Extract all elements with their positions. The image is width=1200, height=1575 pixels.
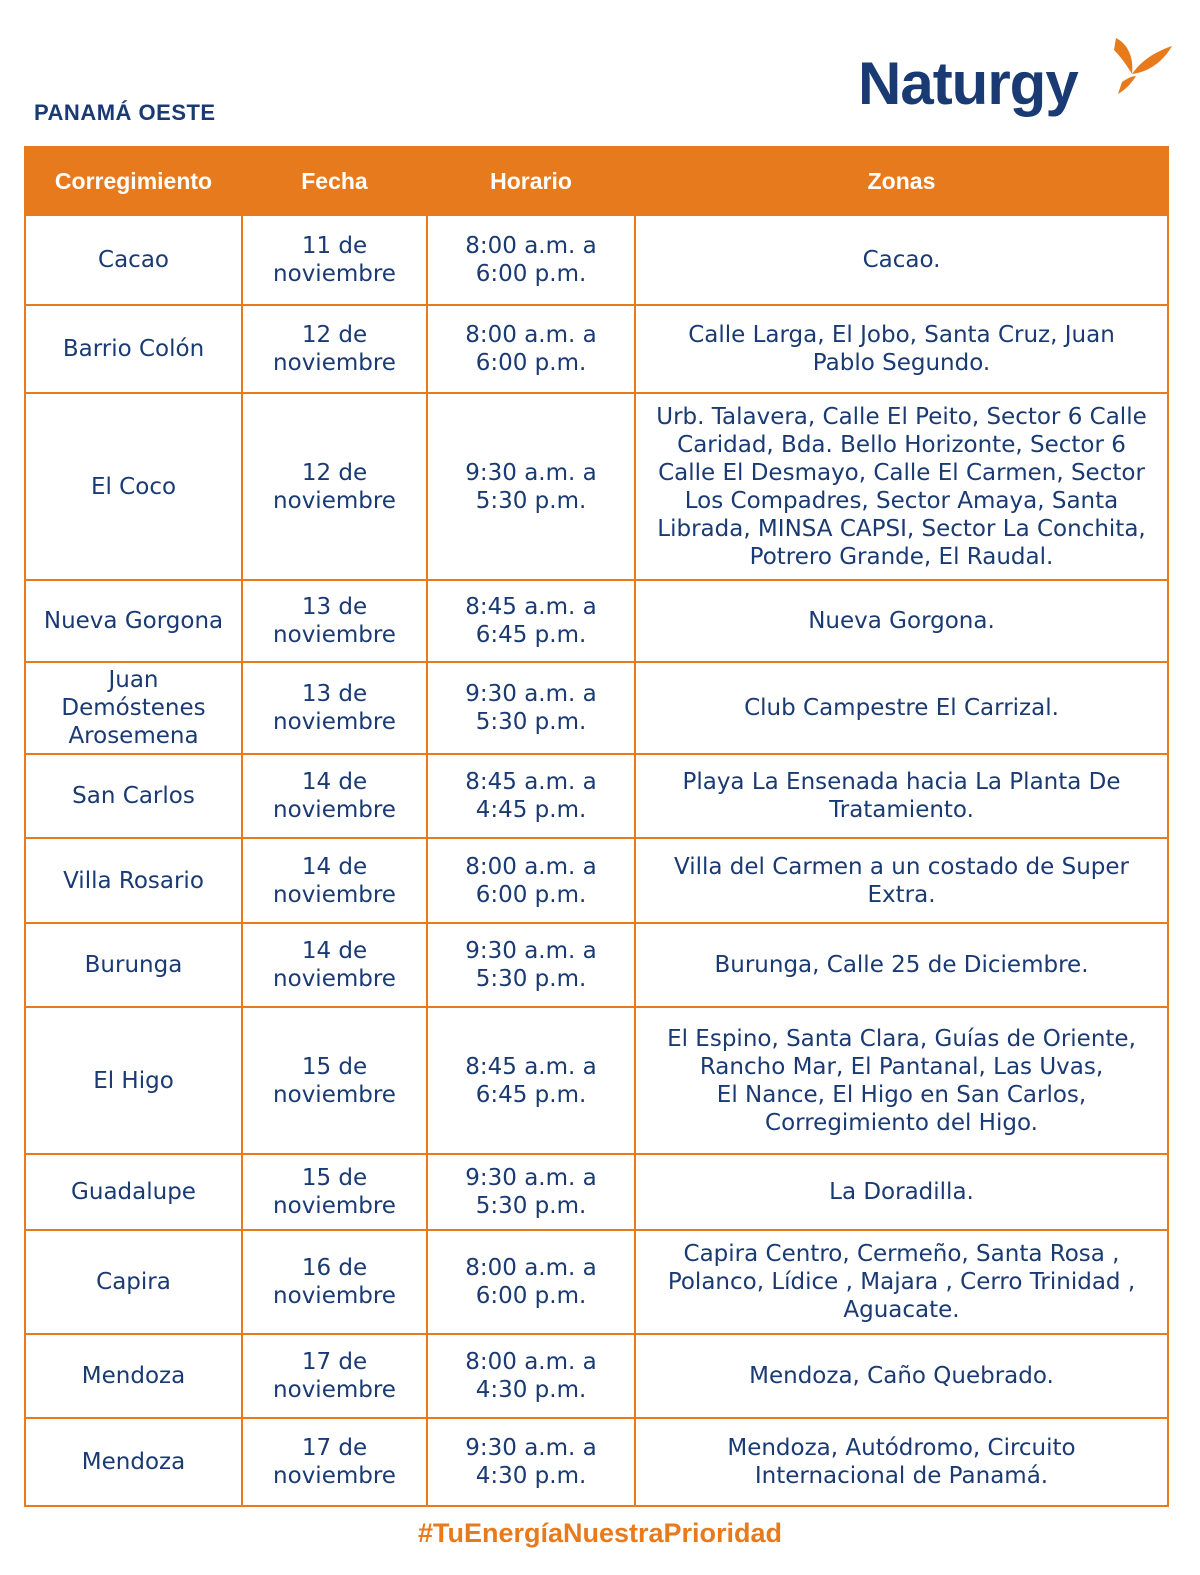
- cell-horario: 9:30 a.m. a 5:30 p.m.: [427, 1154, 635, 1230]
- column-header-fecha: Fecha: [242, 147, 427, 215]
- cell-fecha: 17 de noviembre: [242, 1418, 427, 1506]
- table-row: [25, 1230, 1168, 1334]
- cell-zonas: Villa del Carmen a un costado de Super Extra.: [635, 838, 1168, 923]
- cell-zonas: Club Campestre El Carrizal.: [635, 662, 1168, 754]
- cell-horario: 9:30 a.m. a 5:30 p.m.: [427, 923, 635, 1007]
- table-row: [25, 923, 1168, 1007]
- column-header-corregimiento: Corregimiento: [25, 147, 242, 215]
- cell-corregimiento: Juan Demóstenes Arosemena: [25, 662, 242, 754]
- cell-zonas: Capira Centro, Cermeño, Santa Rosa , Polanco, Lídice , Majara , Cerro Trinidad , Aguacate.: [635, 1230, 1168, 1334]
- butterfly-logo-icon: [1110, 34, 1174, 98]
- cell-zonas: Nueva Gorgona.: [635, 580, 1168, 662]
- table-row: [25, 1334, 1168, 1418]
- footer-hashtag: #TuEnergíaNuestraPrioridad: [417, 1518, 783, 1548]
- cell-zonas: Playa La Ensenada hacia La Planta De Tratamiento.: [635, 754, 1168, 838]
- table-row: [25, 754, 1168, 838]
- cell-fecha: 12 de noviembre: [242, 393, 427, 580]
- cell-corregimiento: El Higo: [25, 1007, 242, 1154]
- cell-horario: 8:00 a.m. a 6:00 p.m.: [427, 838, 635, 923]
- table-row: [25, 838, 1168, 923]
- cell-zonas: Mendoza, Autódromo, Circuito Internacional de Panamá.: [635, 1418, 1168, 1506]
- table-row: [25, 1418, 1168, 1506]
- cell-corregimiento: Nueva Gorgona: [25, 580, 242, 662]
- cell-fecha: 15 de noviembre: [242, 1154, 427, 1230]
- schedule-table: [24, 146, 1169, 1507]
- cell-horario: 9:30 a.m. a 5:30 p.m.: [427, 662, 635, 754]
- table-row: [25, 393, 1168, 580]
- cell-horario: 8:45 a.m. a 4:45 p.m.: [427, 754, 635, 838]
- cell-corregimiento: Barrio Colón: [25, 305, 242, 393]
- region-title: PANAMÁ OESTE: [34, 100, 216, 125]
- cell-zonas: Urb. Talavera, Calle El Peito, Sector 6 Calle Caridad, Bda. Bello Horizonte, Sector 6 Calle El Desmayo, Calle El Carmen, Sector Los Compadres, Sector Amaya, Santa Librada, MINSA CAPSI, Sector La Conchita, Potrero Grande, El Raudal.: [635, 393, 1168, 580]
- cell-fecha: 13 de noviembre: [242, 662, 427, 754]
- cell-corregimiento: Villa Rosario: [25, 838, 242, 923]
- column-header-horario: Horario: [427, 147, 635, 215]
- cell-horario: 8:00 a.m. a 6:00 p.m.: [427, 215, 635, 305]
- cell-fecha: 14 de noviembre: [242, 754, 427, 838]
- cell-horario: 8:45 a.m. a 6:45 p.m.: [427, 1007, 635, 1154]
- cell-corregimiento: Cacao: [25, 215, 242, 305]
- cell-fecha: 17 de noviembre: [242, 1334, 427, 1418]
- cell-corregimiento: Burunga: [25, 923, 242, 1007]
- cell-horario: 9:30 a.m. a 5:30 p.m.: [427, 393, 635, 580]
- column-header-zonas: Zonas: [635, 147, 1168, 215]
- naturgy-logo: [858, 32, 1178, 128]
- table-row: [25, 215, 1168, 305]
- cell-zonas: La Doradilla.: [635, 1154, 1168, 1230]
- cell-zonas: Calle Larga, El Jobo, Santa Cruz, Juan Pablo Segundo.: [635, 305, 1168, 393]
- cell-fecha: 14 de noviembre: [242, 923, 427, 1007]
- cell-corregimiento: Mendoza: [25, 1418, 242, 1506]
- cell-corregimiento: Capira: [25, 1230, 242, 1334]
- cell-zonas: Burunga, Calle 25 de Diciembre.: [635, 923, 1168, 1007]
- table-row: [25, 1007, 1168, 1154]
- cell-corregimiento: Mendoza: [25, 1334, 242, 1418]
- table-header-row: [25, 147, 1168, 215]
- cell-corregimiento: San Carlos: [25, 754, 242, 838]
- cell-horario: 9:30 a.m. a 4:30 p.m.: [427, 1418, 635, 1506]
- table-row: [25, 580, 1168, 662]
- brand-name: Naturgy: [858, 50, 1078, 117]
- cell-corregimiento: El Coco: [25, 393, 242, 580]
- cell-zonas: Mendoza, Caño Quebrado.: [635, 1334, 1168, 1418]
- cell-fecha: 16 de noviembre: [242, 1230, 427, 1334]
- cell-fecha: 11 de noviembre: [242, 215, 427, 305]
- cell-fecha: 15 de noviembre: [242, 1007, 427, 1154]
- table-row: [25, 1154, 1168, 1230]
- cell-horario: 8:00 a.m. a 4:30 p.m.: [427, 1334, 635, 1418]
- cell-zonas: El Espino, Santa Clara, Guías de Oriente, Rancho Mar, El Pantanal, Las Uvas, El Nance, El Higo en San Carlos, Corregimiento del Higo.: [635, 1007, 1168, 1154]
- cell-corregimiento: Guadalupe: [25, 1154, 242, 1230]
- cell-fecha: 13 de noviembre: [242, 580, 427, 662]
- cell-fecha: 12 de noviembre: [242, 305, 427, 393]
- cell-horario: 8:45 a.m. a 6:45 p.m.: [427, 580, 635, 662]
- cell-zonas: Cacao.: [635, 215, 1168, 305]
- table-row: [25, 662, 1168, 754]
- cell-horario: 8:00 a.m. a 6:00 p.m.: [427, 305, 635, 393]
- cell-horario: 8:00 a.m. a 6:00 p.m.: [427, 1230, 635, 1334]
- cell-fecha: 14 de noviembre: [242, 838, 427, 923]
- table-row: [25, 305, 1168, 393]
